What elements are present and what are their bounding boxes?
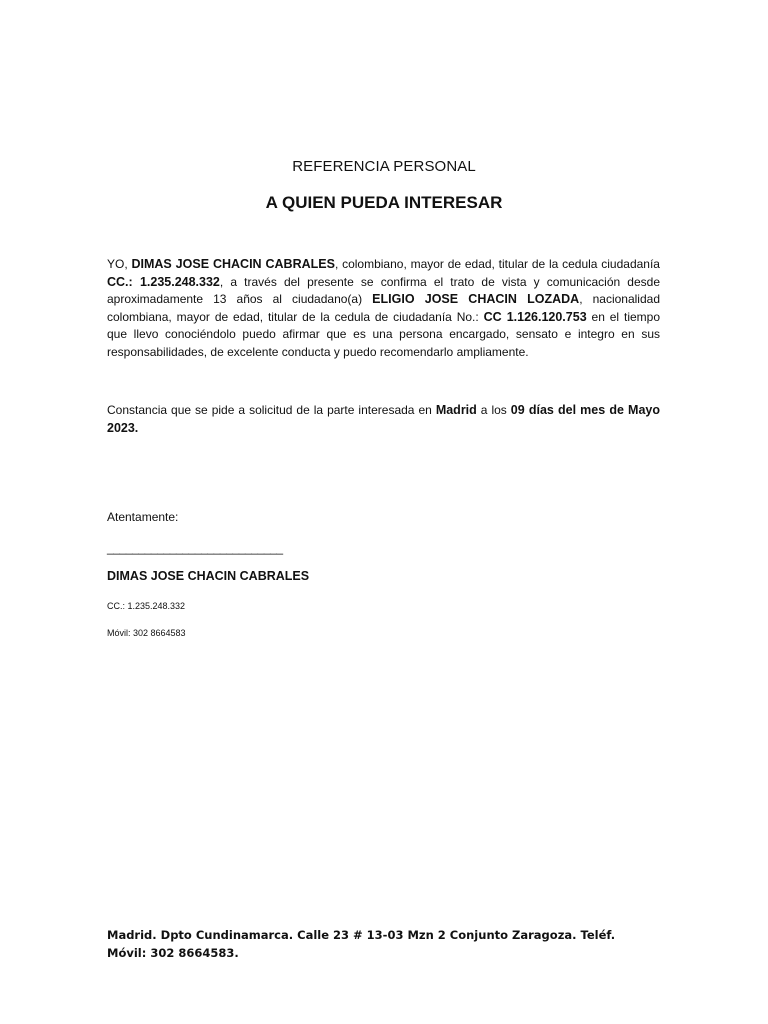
referrer-name: DIMAS JOSE CHACIN CABRALES bbox=[131, 257, 335, 271]
reference-paragraph bbox=[107, 256, 660, 361]
signer-cc: CC.: 1.235.248.332 bbox=[107, 601, 186, 611]
paragraph-text: a los bbox=[476, 403, 511, 417]
document-subtitle: A QUIEN PUEDA INTERESAR bbox=[265, 193, 503, 212]
closing-text: Atentamente: bbox=[107, 510, 179, 524]
signer-phone: Móvil: 302 8664583 bbox=[107, 628, 186, 638]
signer-name: DIMAS JOSE CHACIN CABRALES bbox=[107, 569, 310, 583]
paragraph-text: YO, bbox=[107, 257, 132, 271]
paragraph-text: en el tiempo que llevo conociéndolo puedo afirmar que es una persona encargado, sensato e integro en sus responsabilidades, de excelente conducta y puedo recomendarlo ampliamente. bbox=[107, 309, 660, 359]
document-title: REFERENCIA PERSONAL bbox=[292, 158, 476, 175]
footer-address: Madrid. Dpto Cundinamarca. Calle 23 # 13-03 Mzn 2 Conjunto Zaragoza. Teléf. Móvil: 302 8664583. bbox=[107, 928, 616, 960]
city-name: Madrid bbox=[435, 403, 477, 417]
paragraph-text: , colombiano, mayor de edad, titular de la cedula ciudadanía bbox=[334, 257, 660, 271]
signature-line: ____________________________ bbox=[107, 541, 283, 555]
constancia-paragraph bbox=[107, 402, 660, 437]
paragraph-text: Constancia que se pide a solicitud de la parte interesada en bbox=[107, 403, 436, 417]
paragraph-text: , a través del presente se confirma el trato de vista y comunicación desde aproximadamente 13 años al ciudadano(a) bbox=[107, 274, 660, 306]
paragraph-text: , nacionalidad colombiana, mayor de edad, titular de la cedula de ciudadanía No.: bbox=[107, 292, 660, 324]
referrer-id: CC.: 1.235.248.332 bbox=[107, 274, 220, 289]
referee-id: CC 1.126.120.753 bbox=[483, 309, 587, 324]
issue-date: 09 días del mes de Mayo 2023. bbox=[107, 403, 660, 435]
referee-name: ELIGIO JOSE CHACIN LOZADA bbox=[372, 292, 580, 306]
